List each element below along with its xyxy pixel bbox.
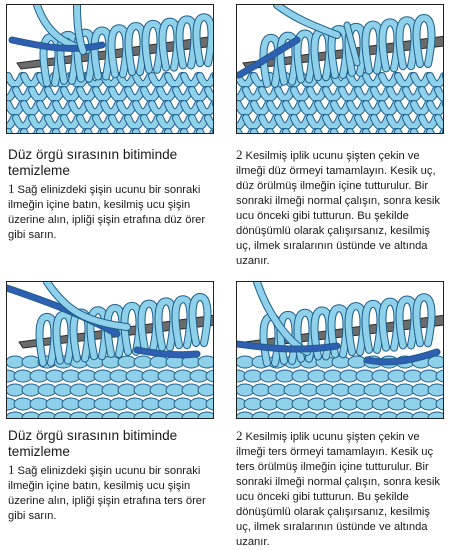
knit-stitch <box>366 76 380 85</box>
purl-bump <box>142 398 160 410</box>
purl-section-step-2 <box>236 428 448 550</box>
purl-bump <box>364 384 382 396</box>
knit-stitch <box>112 90 126 99</box>
knit-stitch <box>294 118 308 127</box>
knit-stitch <box>398 104 412 113</box>
knit-stitch <box>334 132 348 133</box>
purl-bump <box>348 384 366 396</box>
purl-bump <box>150 356 168 368</box>
knit-stitch <box>24 132 38 133</box>
purl-bump <box>7 356 24 368</box>
purl-bump <box>118 356 136 368</box>
purl-bump <box>276 398 294 410</box>
purl-bump <box>182 384 200 396</box>
purl-bump <box>102 412 120 418</box>
purl-bump <box>86 384 104 396</box>
knit-stitch <box>278 118 292 127</box>
knit-stitch <box>414 104 428 113</box>
purl-step-2-drawing <box>237 282 443 418</box>
purl-bump <box>158 370 176 382</box>
knit-stitch <box>64 118 78 127</box>
stitch-loops <box>264 297 432 363</box>
illustration-purl-step-2 <box>236 281 444 419</box>
purl-bump <box>198 356 213 368</box>
knit-stitch <box>262 90 276 99</box>
knit-stitch <box>40 132 54 133</box>
knit-stitch <box>406 90 420 99</box>
knit-stitch <box>144 118 158 127</box>
knit-stitch <box>422 90 436 99</box>
knit-stitch <box>128 118 142 127</box>
knit-stitch <box>270 104 284 113</box>
knit-stitch <box>80 118 94 127</box>
knit-stitch <box>430 132 443 133</box>
step-text: Kesilmiş iplik ucunu şişten çekin ve ilmeği ters örmeyi tamamlayın. Kesik uç ters örülmüş ilmeğin içine tutturulur. Bir sonraki ilmeği normal çalışın, sonra kesik ucu önceki gibi tutturun. Bu şekilde dönüşümlü olarak çalışırsanız, kesilmiş uç, ilmek sıralarının üstünde ve altında uzanır. <box>236 431 440 548</box>
knit-stitch <box>262 118 276 127</box>
knit-stitch <box>374 118 388 127</box>
knit-stitch <box>24 104 38 113</box>
section-heading: Düz örgü sırasının bitiminde temizleme <box>8 428 178 459</box>
purl-bump <box>388 398 406 410</box>
knit-stitch <box>200 132 213 133</box>
purl-bump <box>14 370 32 382</box>
knit-stitch <box>136 76 150 85</box>
purl-bump <box>332 412 350 418</box>
knit-stitch <box>254 104 268 113</box>
purl-bump <box>252 384 270 396</box>
illustration-purl-step-1 <box>6 281 214 419</box>
purl-bump <box>436 370 443 382</box>
purl-bump <box>396 412 414 418</box>
purl-bump <box>244 398 262 410</box>
knit-stitch <box>40 104 54 113</box>
purl-bump <box>62 398 80 410</box>
knit-stitch <box>366 132 380 133</box>
purl-bump <box>404 398 422 410</box>
purl-bump <box>38 384 56 396</box>
knit-stitch <box>358 118 372 127</box>
purl-bump <box>412 412 430 418</box>
knit-stitch <box>302 132 316 133</box>
purl-bump <box>348 412 366 418</box>
purl-bump <box>316 384 334 396</box>
purl-bump <box>62 370 80 382</box>
purl-bump <box>348 356 366 368</box>
purl-bump <box>356 370 374 382</box>
purl-bump <box>372 398 390 410</box>
knit-stitch <box>16 118 30 127</box>
knit-stitch <box>72 104 86 113</box>
knit-stitch <box>176 90 190 99</box>
purl-bump <box>86 412 104 418</box>
knit-stitch <box>48 90 62 99</box>
purl-bump <box>428 384 443 396</box>
illustration-knit-step-2 <box>236 4 444 134</box>
knit-stitch <box>342 118 356 127</box>
purl-bump <box>126 370 144 382</box>
knit-stitch <box>302 104 316 113</box>
purl-bump <box>244 370 262 382</box>
purl-section-step-1 <box>8 428 223 524</box>
knit-stitch <box>350 104 364 113</box>
knit-stitch <box>390 118 404 127</box>
knit-stitch <box>286 132 300 133</box>
knit-stitch <box>406 118 420 127</box>
purl-bump <box>46 370 64 382</box>
purl-bump <box>102 384 120 396</box>
purl-bump <box>284 412 302 418</box>
purl-bump <box>332 384 350 396</box>
knit-stitch <box>358 90 372 99</box>
purl-bump <box>324 398 342 410</box>
knit-stitch <box>48 118 62 127</box>
purl-bump <box>14 398 32 410</box>
purl-bump <box>78 398 96 410</box>
purl-bump <box>412 384 430 396</box>
knit-section-step-2 <box>236 147 448 269</box>
purl-bump <box>340 370 358 382</box>
purl-bump <box>300 384 318 396</box>
purl-bump <box>237 384 254 396</box>
knit-stitch <box>192 118 206 127</box>
purl-bump <box>150 412 168 418</box>
purl-bump <box>268 412 286 418</box>
purl-step-1-drawing <box>7 282 213 418</box>
knit-stitch <box>104 104 118 113</box>
purl-bump <box>22 356 40 368</box>
knit-stitch <box>422 118 436 127</box>
purl-bump <box>308 370 326 382</box>
section-heading: Düz örgü sırasının bitiminde temizleme <box>8 147 178 178</box>
knit-stitch <box>318 104 332 113</box>
knit-stitch <box>414 76 428 85</box>
purl-bump <box>30 370 48 382</box>
knit-stitch <box>32 118 46 127</box>
knit-stitch <box>382 76 396 85</box>
knit-stitch <box>286 104 300 113</box>
step-number: 2 <box>236 428 243 443</box>
purl-bump <box>166 384 184 396</box>
step-text: Sağ elinizdeki şişin ucunu bir sonraki ilmeğin içine batın, kesilmiş ucu şişin üzerine alın, ipliği şişin etrafına ters örer gibi sarın. <box>8 465 206 522</box>
purl-bump <box>126 398 144 410</box>
knit-stitch <box>168 76 182 85</box>
purl-bump <box>284 384 302 396</box>
step-text: Sağ elinizdeki şişin ucunu bir sonraki ilmeğin içine batın, kesilmiş ucu şişin üzerine alın, ipliği şişin etrafına düz örer gibi sarın. <box>8 184 206 241</box>
knit-stitch <box>136 104 150 113</box>
knit-stitch <box>152 132 166 133</box>
purl-bump <box>198 412 213 418</box>
knit-stitch <box>326 118 340 127</box>
purl-bump <box>356 398 374 410</box>
knit-step-2-drawing <box>237 5 443 133</box>
knit-stitch <box>382 104 396 113</box>
purl-bump <box>300 412 318 418</box>
knit-stitch <box>398 76 412 85</box>
step-paragraph <box>236 147 448 269</box>
purl-bump <box>276 370 294 382</box>
knit-stitch <box>80 90 94 99</box>
knit-stitch <box>160 118 174 127</box>
purl-bump <box>182 412 200 418</box>
purl-bump <box>174 370 192 382</box>
knit-stitch <box>112 118 126 127</box>
purl-bump <box>380 412 398 418</box>
purl-bump <box>134 384 152 396</box>
purl-bump <box>292 398 310 410</box>
knit-stitch <box>238 104 252 113</box>
step-paragraph <box>8 462 223 524</box>
purl-bump <box>364 412 382 418</box>
knit-stitch <box>342 90 356 99</box>
knit-stitch <box>128 90 142 99</box>
knit-stitch <box>326 90 340 99</box>
step-number: 2 <box>236 147 243 162</box>
purl-bump <box>428 412 443 418</box>
purl-bump <box>54 384 72 396</box>
purl-bump <box>118 384 136 396</box>
knit-stitch <box>24 76 38 85</box>
knit-stitch <box>238 132 252 133</box>
knit-step-1-drawing <box>7 5 213 133</box>
knit-stitch <box>96 118 110 127</box>
purl-bump <box>110 370 128 382</box>
purl-bump <box>404 370 422 382</box>
knit-stitch <box>144 90 158 99</box>
purl-bump <box>174 398 192 410</box>
purl-bump <box>268 384 286 396</box>
purl-bump <box>158 398 176 410</box>
purl-bump <box>150 384 168 396</box>
purl-bump <box>22 384 40 396</box>
knit-stitch <box>160 90 174 99</box>
knit-stitch <box>318 132 332 133</box>
knit-stitch <box>278 90 292 99</box>
knit-stitch <box>136 132 150 133</box>
purl-bump <box>30 398 48 410</box>
purl-bump <box>252 412 270 418</box>
purl-bump <box>190 370 208 382</box>
knit-stitch <box>56 132 70 133</box>
knit-stitch <box>350 76 364 85</box>
knit-stitch <box>168 132 182 133</box>
knit-stitch <box>176 118 190 127</box>
knit-stitch <box>184 76 198 85</box>
knit-stitch <box>64 90 78 99</box>
purl-bump <box>94 370 112 382</box>
knit-stitch <box>192 90 206 99</box>
knit-stitch <box>414 132 428 133</box>
purl-bump <box>396 384 414 396</box>
knitted-fabric <box>7 76 213 133</box>
purl-bump <box>190 398 208 410</box>
purl-bump <box>54 412 72 418</box>
purl-bump <box>324 370 342 382</box>
step-number: 1 <box>8 181 15 196</box>
illustration-knit-step-1 <box>6 4 214 134</box>
step-text: Kesilmiş iplik ucunu şişten çekin ve ilmeği düz örmeyi tamamlayın. Kesik uç, düz örülmüş ilmeğin içine tutturulur. Bir sonraki ilmeği normal çalışın, sonra kesik ucu önceki gibi tutturun. Bu şekilde dönüşümlü olarak çalışırsanız, kesilmiş uç, ilmek sıralarının üstünde ve altında uzanır. <box>236 150 440 267</box>
knit-stitch <box>8 104 22 113</box>
purl-bump <box>70 412 88 418</box>
knit-stitch <box>350 132 364 133</box>
purl-bump <box>7 412 24 418</box>
purl-bump <box>70 384 88 396</box>
purl-fabric <box>7 356 213 418</box>
knit-stitch <box>120 132 134 133</box>
knit-stitch <box>152 104 166 113</box>
purl-bump <box>420 370 438 382</box>
purl-bump <box>316 412 334 418</box>
purl-bump <box>420 398 438 410</box>
knit-stitch <box>246 90 260 99</box>
purl-bump <box>166 412 184 418</box>
knit-stitch <box>16 90 30 99</box>
knit-stitch <box>184 132 198 133</box>
purl-bump <box>260 370 278 382</box>
step-number: 1 <box>8 462 15 477</box>
purl-bump <box>142 370 160 382</box>
knit-stitch <box>390 90 404 99</box>
purl-bump <box>380 384 398 396</box>
knit-stitch <box>382 132 396 133</box>
purl-bump <box>78 370 96 382</box>
knit-stitch <box>334 104 348 113</box>
knit-stitch <box>56 104 70 113</box>
purl-bump <box>206 370 213 382</box>
knit-stitch <box>152 76 166 85</box>
purl-bump <box>94 398 112 410</box>
knit-stitch <box>398 132 412 133</box>
knit-stitch <box>88 104 102 113</box>
knit-stitch <box>310 118 324 127</box>
purl-bump <box>260 398 278 410</box>
purl-bump <box>436 398 443 410</box>
knit-stitch <box>168 104 182 113</box>
knit-stitch <box>104 132 118 133</box>
purl-bump <box>110 398 128 410</box>
purl-bump <box>38 412 56 418</box>
purl-bump <box>198 384 213 396</box>
knit-stitch <box>32 90 46 99</box>
purl-bump <box>237 356 254 368</box>
purl-bump <box>340 398 358 410</box>
purl-bump <box>22 412 40 418</box>
knit-stitch <box>310 90 324 99</box>
purl-bump <box>237 412 254 418</box>
knit-stitch <box>254 132 268 133</box>
knit-stitch <box>8 132 22 133</box>
knit-stitch <box>184 104 198 113</box>
purl-bump <box>134 356 152 368</box>
purl-bump <box>206 398 213 410</box>
knit-stitch <box>96 90 110 99</box>
knit-stitch <box>294 90 308 99</box>
knit-stitch <box>270 132 284 133</box>
knit-stitch <box>8 76 22 85</box>
purl-bump <box>372 370 390 382</box>
knit-stitch <box>120 104 134 113</box>
step-paragraph <box>236 428 448 550</box>
purl-bump <box>46 398 64 410</box>
purl-bump <box>388 370 406 382</box>
purl-bump <box>292 370 310 382</box>
knit-stitch <box>88 132 102 133</box>
purl-bump <box>308 398 326 410</box>
purl-bump <box>7 384 24 396</box>
knit-stitch <box>374 90 388 99</box>
knit-section-step-1 <box>8 147 223 243</box>
purl-bump <box>118 412 136 418</box>
knit-stitch <box>366 104 380 113</box>
purl-bump <box>134 412 152 418</box>
knit-stitch <box>246 118 260 127</box>
step-paragraph <box>8 181 223 243</box>
knit-stitch <box>72 132 86 133</box>
